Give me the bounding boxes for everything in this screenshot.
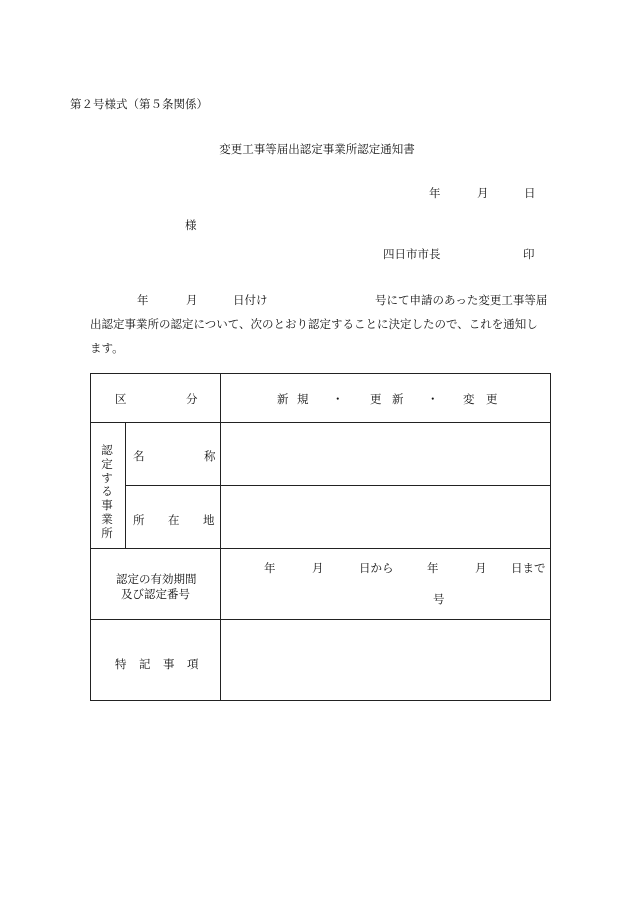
recipient-suffix: 様 [185,218,197,232]
category-label-char: 区 [115,392,127,406]
option-change-char: 更 [486,392,498,406]
body-month-label: 月 [186,293,198,307]
option-renew-char: 新 [392,392,404,406]
issuer-name: 四日市市長 [383,247,441,261]
date-day-label: 日 [524,186,536,200]
location-label-char: 所 [133,513,145,527]
certified-office-label: 認定する事業所 [101,443,113,540]
table-divider [91,548,550,549]
body-day-label: 日付け [233,293,268,307]
document-title: 変更工事等届出認定事業所認定通知書 [219,142,415,156]
remarks-label-char: 項 [187,657,199,671]
remarks-label-char: 記 [139,657,151,671]
name-label-char: 称 [204,449,216,463]
validity-to-day: 日まで [511,561,546,575]
option-separator: ・ [427,392,439,406]
option-renew-char: 更 [370,392,382,406]
body-year-label: 年 [137,293,149,307]
seal-mark: 印 [523,247,535,261]
remarks-label-char: 特 [115,657,127,671]
option-new-char: 規 [297,392,309,406]
validity-from-day: 日から [359,561,394,575]
certification-number-label: 号 [433,592,445,606]
date-month-label: 月 [477,186,489,200]
option-new-char: 新 [277,392,289,406]
form-number: 第２号様式（第５条関係） [70,97,208,111]
table-divider [125,485,550,486]
body-line3-text: ます。 [90,341,124,355]
date-year-label: 年 [429,186,441,200]
table-divider [91,619,550,620]
category-label-char: 分 [186,392,198,406]
table-divider [125,422,126,548]
option-change-char: 変 [463,392,475,406]
name-label-char: 名 [133,449,145,463]
option-separator: ・ [332,392,344,406]
certification-table [90,373,551,701]
validity-label: 及び認定番号 [121,587,190,601]
body-line2-text: 出認定事業所の認定について、次のとおり認定することに決定したので、これを通知し [90,317,538,331]
remarks-label-char: 事 [163,657,175,671]
location-label-char: 在 [168,513,180,527]
table-divider [91,422,550,423]
validity-to-year: 年 [427,561,439,575]
validity-to-month: 月 [475,561,487,575]
validity-from-month: 月 [312,561,324,575]
body-line1-text: 号にて申請のあった変更工事等届 [375,293,548,307]
location-label-char: 地 [203,513,215,527]
validity-from-year: 年 [264,561,276,575]
validity-label: 認定の有効期間 [116,572,197,586]
